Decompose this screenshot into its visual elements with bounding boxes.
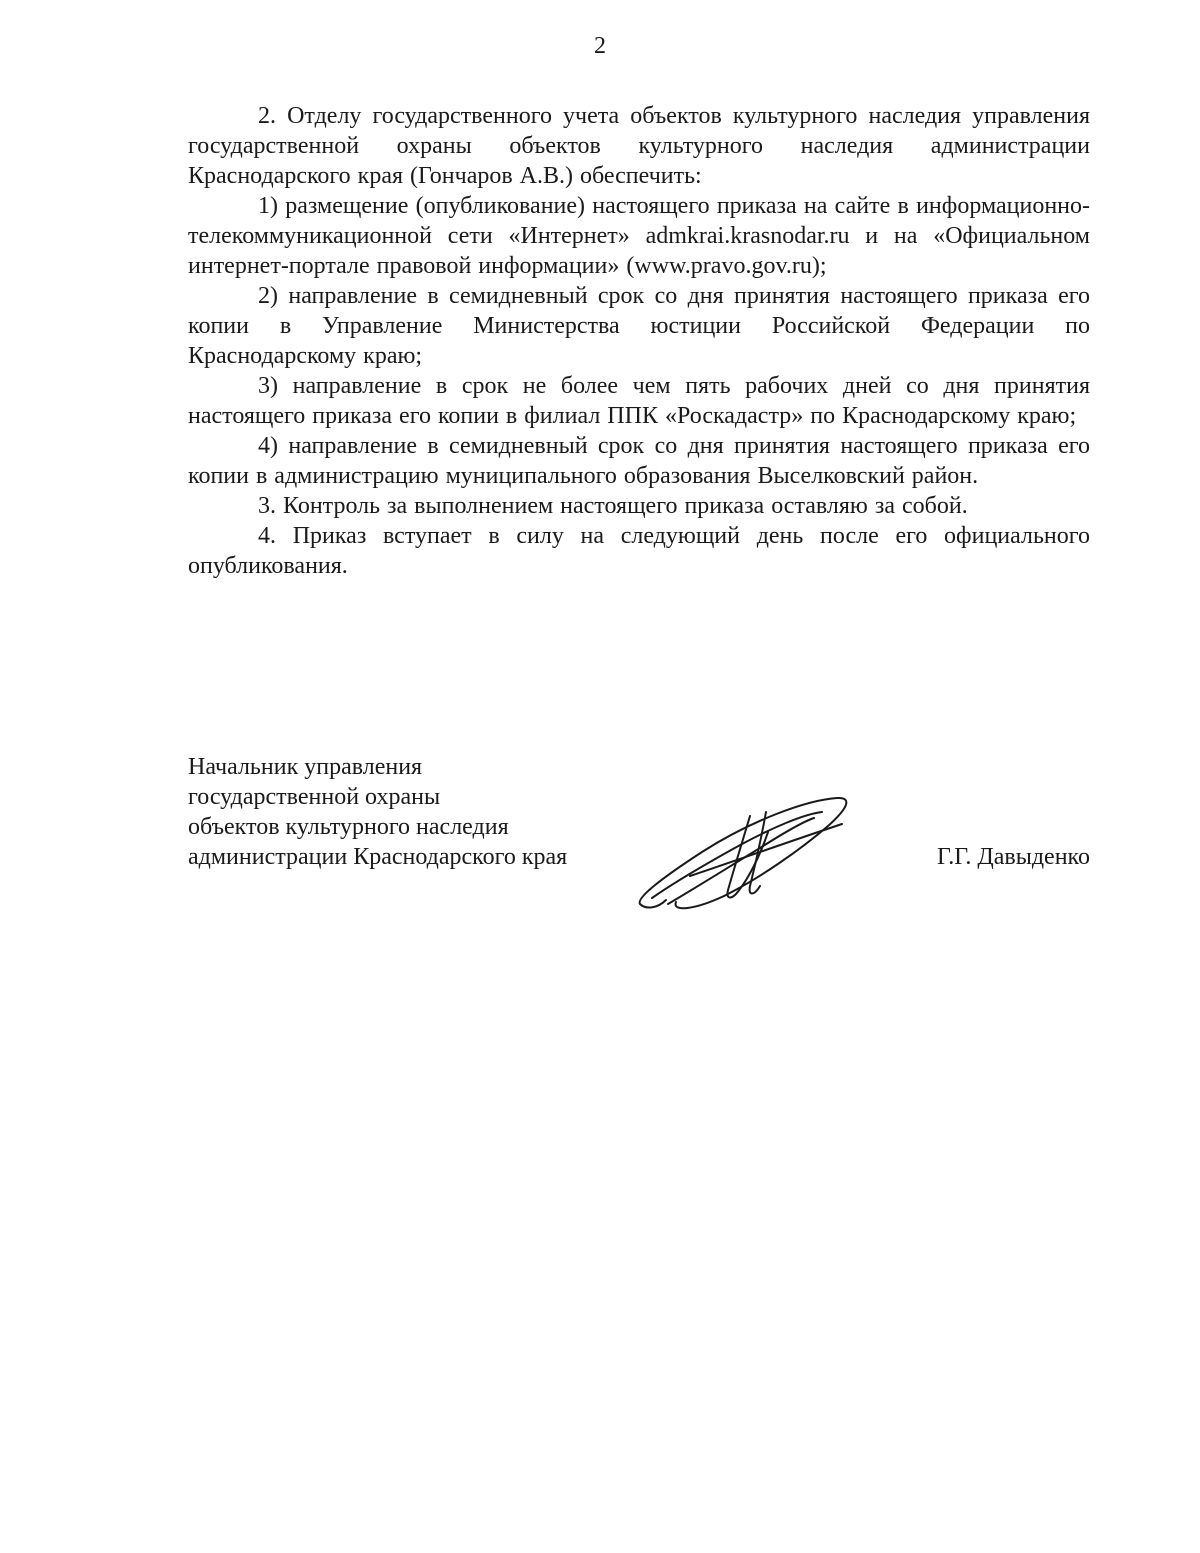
- signer-position-line: Начальник управления: [188, 754, 423, 780]
- signer-position-line: государственной охраны: [188, 784, 441, 810]
- subitem-4-municipal-administration: 4) направление в семидневный срок со дня принятия настоящего приказа его копии в администрацию муниципального образования Выселковский район.: [188, 433, 1090, 489]
- signer-position-line: администрации Краснодарского края: [188, 844, 568, 870]
- page-number: 2: [594, 33, 606, 59]
- subitem-1-publication: 1) размещение (опубликование) настоящего приказа на сайте в информационно-телекоммуникационной сети «Интернет» admkrai.krasnodar.ru и на «Официальном интернет-портале правовой информации» (www.pravo.gov.ru);: [188, 193, 1090, 279]
- subitem-2-ministry-of-justice: 2) направление в семидневный срок со дня принятия настоящего приказа его копии в Управление Министерства юстиции Российской Федерации по Краснодарскому краю;: [188, 283, 1090, 369]
- handwritten-signature-icon: [632, 786, 864, 918]
- subitem-3-roskadastr: 3) направление в срок не более чем пять рабочих дней со дня принятия настоящего приказа его копии в филиал ППК «Роскадастр» по Краснодарскому краю;: [188, 373, 1090, 429]
- paragraph-item-2: 2. Отделу государственного учета объектов культурного наследия управления государственной охраны объектов культурного наследия администрации Краснодарского края (Гончаров А.В.) обеспечить:: [188, 103, 1090, 189]
- signer-name: Г.Г. Давыденко: [937, 844, 1090, 870]
- signer-position: [188, 752, 567, 872]
- paragraph-item-4-entry-into-force: 4. Приказ вступает в силу на следующий день после его официального опубликования.: [188, 523, 1090, 579]
- paragraph-item-3-control: 3. Контроль за выполнением настоящего приказа оставляю за собой.: [258, 493, 968, 519]
- signer-position-line: объектов культурного наследия: [188, 814, 509, 840]
- order-body: [188, 101, 1090, 581]
- signature-block: [188, 752, 1090, 922]
